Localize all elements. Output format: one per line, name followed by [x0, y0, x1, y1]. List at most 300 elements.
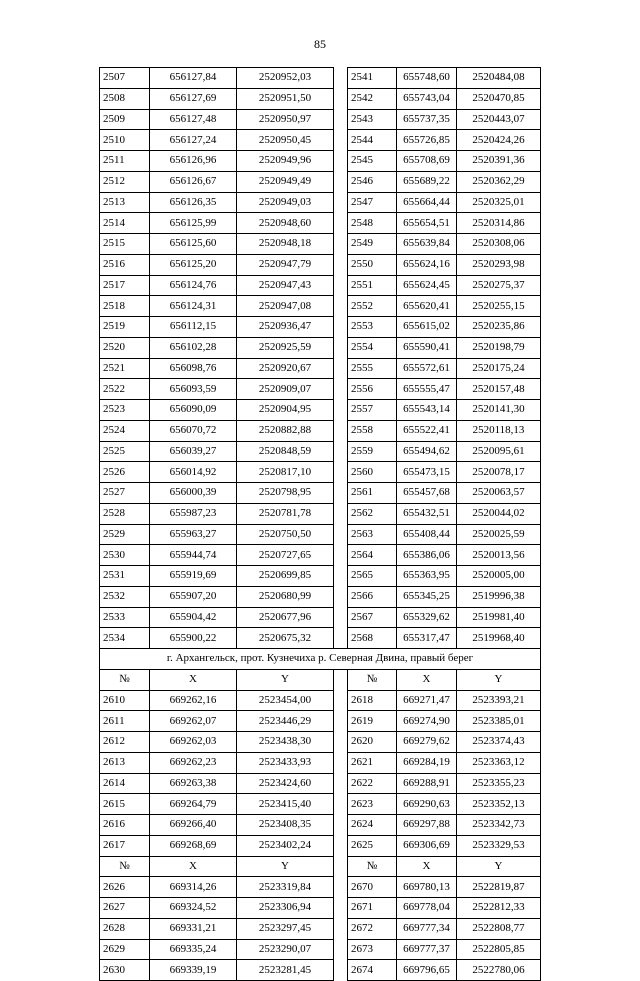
right-point-number: 2546	[348, 171, 397, 192]
table-row	[100, 628, 541, 649]
column-gap	[334, 835, 348, 856]
left-y-coordinate: 2520950,45	[237, 130, 334, 151]
right-x-coordinate: 655664,44	[397, 192, 457, 213]
right-point-number: 2556	[348, 379, 397, 400]
left-y-coordinate: 2520925,59	[237, 337, 334, 358]
table-row	[100, 566, 541, 587]
right-x-coordinate: 669271,47	[397, 690, 457, 711]
left-x-coordinate: 656102,28	[150, 337, 237, 358]
left-y-coordinate: 2520920,67	[237, 358, 334, 379]
left-x-coordinate: 669262,07	[150, 711, 237, 732]
left-x-coordinate: 656127,48	[150, 109, 237, 130]
left-x-coordinate: 669335,24	[150, 939, 237, 960]
table-row	[100, 815, 541, 836]
right-x-coordinate: 655737,35	[397, 109, 457, 130]
left-y-coordinate: 2523438,30	[237, 732, 334, 753]
left-point-number: 2519	[100, 317, 150, 338]
left-point-number: 2611	[100, 711, 150, 732]
right-y-coordinate: 2520198,79	[457, 337, 541, 358]
left-point-number: 2516	[100, 254, 150, 275]
left-x-coordinate: 656093,59	[150, 379, 237, 400]
left-header-number: №	[100, 669, 150, 690]
left-header-y: Y	[237, 669, 334, 690]
right-y-coordinate: 2522805,85	[457, 939, 541, 960]
left-y-coordinate: 2523306,94	[237, 898, 334, 919]
right-x-coordinate: 655743,04	[397, 88, 457, 109]
left-point-number: 2630	[100, 960, 150, 981]
left-x-coordinate: 656127,84	[150, 68, 237, 89]
column-gap	[334, 213, 348, 234]
right-y-coordinate: 2520078,17	[457, 462, 541, 483]
left-x-coordinate: 655907,20	[150, 586, 237, 607]
right-point-number: 2563	[348, 524, 397, 545]
right-y-coordinate: 2520118,13	[457, 420, 541, 441]
left-point-number: 2521	[100, 358, 150, 379]
left-x-coordinate: 669263,38	[150, 773, 237, 794]
right-header-number: №	[348, 669, 397, 690]
table-row	[100, 213, 541, 234]
table-row	[100, 275, 541, 296]
left-x-coordinate: 669262,16	[150, 690, 237, 711]
column-gap	[334, 420, 348, 441]
left-x-coordinate: 669339,19	[150, 960, 237, 981]
left-x-coordinate: 656127,24	[150, 130, 237, 151]
table-row	[100, 441, 541, 462]
table-row	[100, 109, 541, 130]
left-x-coordinate: 656098,76	[150, 358, 237, 379]
left-point-number: 2512	[100, 171, 150, 192]
right-point-number: 2621	[348, 752, 397, 773]
right-y-coordinate: 2522812,33	[457, 898, 541, 919]
left-y-coordinate: 2520909,07	[237, 379, 334, 400]
table-row	[100, 462, 541, 483]
left-y-coordinate: 2523281,45	[237, 960, 334, 981]
left-header-number: №	[100, 856, 150, 877]
column-gap	[334, 68, 348, 89]
right-y-coordinate: 2523342,73	[457, 815, 541, 836]
left-point-number: 2528	[100, 503, 150, 524]
table-row	[100, 68, 541, 89]
right-point-number: 2554	[348, 337, 397, 358]
right-point-number: 2566	[348, 586, 397, 607]
right-y-coordinate: 2520293,98	[457, 254, 541, 275]
left-x-coordinate: 655944,74	[150, 545, 237, 566]
right-point-number: 2557	[348, 400, 397, 421]
right-point-number: 2622	[348, 773, 397, 794]
right-x-coordinate: 669796,65	[397, 960, 457, 981]
right-y-coordinate: 2523385,01	[457, 711, 541, 732]
left-y-coordinate: 2523446,29	[237, 711, 334, 732]
left-point-number: 2511	[100, 151, 150, 172]
left-point-number: 2616	[100, 815, 150, 836]
right-header-x: X	[397, 669, 457, 690]
left-point-number: 2508	[100, 88, 150, 109]
right-point-number: 2560	[348, 462, 397, 483]
right-y-coordinate: 2523374,43	[457, 732, 541, 753]
left-x-coordinate: 669331,21	[150, 918, 237, 939]
table-row	[100, 545, 541, 566]
right-x-coordinate: 655624,16	[397, 254, 457, 275]
right-x-coordinate: 655748,60	[397, 68, 457, 89]
column-gap	[334, 669, 348, 690]
right-y-coordinate: 2520095,61	[457, 441, 541, 462]
left-x-coordinate: 656125,60	[150, 234, 237, 255]
right-point-number: 2618	[348, 690, 397, 711]
column-gap	[334, 711, 348, 732]
right-y-coordinate: 2520044,02	[457, 503, 541, 524]
table-row	[100, 337, 541, 358]
right-x-coordinate: 655590,41	[397, 337, 457, 358]
right-point-number: 2564	[348, 545, 397, 566]
right-point-number: 2672	[348, 918, 397, 939]
table-row	[100, 400, 541, 421]
right-point-number: 2555	[348, 358, 397, 379]
left-x-coordinate: 669314,26	[150, 877, 237, 898]
column-gap	[334, 773, 348, 794]
right-header-y: Y	[457, 856, 541, 877]
column-gap	[334, 296, 348, 317]
right-point-number: 2561	[348, 483, 397, 504]
table-row	[100, 939, 541, 960]
right-x-coordinate: 655555,47	[397, 379, 457, 400]
column-gap	[334, 918, 348, 939]
table-row	[100, 171, 541, 192]
right-x-coordinate: 669780,13	[397, 877, 457, 898]
right-point-number: 2544	[348, 130, 397, 151]
left-point-number: 2628	[100, 918, 150, 939]
right-y-coordinate: 2520175,24	[457, 358, 541, 379]
right-y-coordinate: 2520013,56	[457, 545, 541, 566]
left-point-number: 2615	[100, 794, 150, 815]
right-y-coordinate: 2520157,48	[457, 379, 541, 400]
right-point-number: 2623	[348, 794, 397, 815]
right-y-coordinate: 2520255,15	[457, 296, 541, 317]
column-gap	[334, 877, 348, 898]
left-y-coordinate: 2520951,50	[237, 88, 334, 109]
column-gap	[334, 192, 348, 213]
left-x-coordinate: 656127,69	[150, 88, 237, 109]
table-row	[100, 317, 541, 338]
column-gap	[334, 483, 348, 504]
right-x-coordinate: 655689,22	[397, 171, 457, 192]
right-y-coordinate: 2520275,37	[457, 275, 541, 296]
left-x-coordinate: 669264,79	[150, 794, 237, 815]
left-y-coordinate: 2520950,97	[237, 109, 334, 130]
right-x-coordinate: 669777,37	[397, 939, 457, 960]
column-gap	[334, 379, 348, 400]
left-x-coordinate: 669266,40	[150, 815, 237, 836]
right-x-coordinate: 655363,95	[397, 566, 457, 587]
left-y-coordinate: 2520904,95	[237, 400, 334, 421]
right-point-number: 2673	[348, 939, 397, 960]
left-y-coordinate: 2523424,60	[237, 773, 334, 794]
right-x-coordinate: 655386,06	[397, 545, 457, 566]
table-row	[100, 918, 541, 939]
left-point-number: 2520	[100, 337, 150, 358]
right-x-coordinate: 669274,90	[397, 711, 457, 732]
column-gap	[334, 752, 348, 773]
right-x-coordinate: 669777,34	[397, 918, 457, 939]
right-y-coordinate: 2523329,53	[457, 835, 541, 856]
table-row	[100, 586, 541, 607]
right-point-number: 2558	[348, 420, 397, 441]
table-row	[100, 960, 541, 981]
table-row	[100, 752, 541, 773]
column-gap	[334, 130, 348, 151]
left-x-coordinate: 655987,23	[150, 503, 237, 524]
left-header-y: Y	[237, 856, 334, 877]
left-y-coordinate: 2520936,47	[237, 317, 334, 338]
left-y-coordinate: 2520882,88	[237, 420, 334, 441]
column-gap	[334, 690, 348, 711]
column-gap	[334, 960, 348, 981]
right-point-number: 2619	[348, 711, 397, 732]
left-point-number: 2513	[100, 192, 150, 213]
column-gap	[334, 171, 348, 192]
section-title: г. Архангельск, прот. Кузнечиха р. Северная Двина, правый берег	[100, 649, 541, 670]
left-y-coordinate: 2520949,49	[237, 171, 334, 192]
left-point-number: 2526	[100, 462, 150, 483]
left-y-coordinate: 2520947,79	[237, 254, 334, 275]
right-y-coordinate: 2522819,87	[457, 877, 541, 898]
right-header-number: №	[348, 856, 397, 877]
right-y-coordinate: 2519968,40	[457, 628, 541, 649]
left-x-coordinate: 655904,42	[150, 607, 237, 628]
left-header-x: X	[150, 856, 237, 877]
right-y-coordinate: 2520025,59	[457, 524, 541, 545]
right-y-coordinate: 2520314,86	[457, 213, 541, 234]
right-x-coordinate: 655639,84	[397, 234, 457, 255]
table-row	[100, 877, 541, 898]
left-point-number: 2518	[100, 296, 150, 317]
column-gap	[334, 856, 348, 877]
right-y-coordinate: 2523393,21	[457, 690, 541, 711]
right-x-coordinate: 655408,44	[397, 524, 457, 545]
column-gap	[334, 524, 348, 545]
column-gap	[334, 254, 348, 275]
right-y-coordinate: 2523363,12	[457, 752, 541, 773]
table-row	[100, 835, 541, 856]
right-x-coordinate: 669290,63	[397, 794, 457, 815]
left-point-number: 2529	[100, 524, 150, 545]
left-point-number: 2507	[100, 68, 150, 89]
table-row	[100, 379, 541, 400]
table-row	[100, 192, 541, 213]
left-y-coordinate: 2523402,24	[237, 835, 334, 856]
column-gap	[334, 628, 348, 649]
column-gap	[334, 275, 348, 296]
left-x-coordinate: 656125,99	[150, 213, 237, 234]
column-gap	[334, 462, 348, 483]
right-y-coordinate: 2520484,08	[457, 68, 541, 89]
right-point-number: 2674	[348, 960, 397, 981]
table-row	[100, 503, 541, 524]
left-point-number: 2527	[100, 483, 150, 504]
right-x-coordinate: 655457,68	[397, 483, 457, 504]
right-x-coordinate: 655494,62	[397, 441, 457, 462]
left-x-coordinate: 656124,76	[150, 275, 237, 296]
table-row	[100, 234, 541, 255]
left-point-number: 2627	[100, 898, 150, 919]
left-point-number: 2617	[100, 835, 150, 856]
right-y-coordinate: 2522808,77	[457, 918, 541, 939]
right-y-coordinate: 2520235,86	[457, 317, 541, 338]
left-point-number: 2510	[100, 130, 150, 151]
right-x-coordinate: 655624,45	[397, 275, 457, 296]
right-y-coordinate: 2523355,23	[457, 773, 541, 794]
column-gap	[334, 815, 348, 836]
right-point-number: 2671	[348, 898, 397, 919]
right-y-coordinate: 2520141,30	[457, 400, 541, 421]
right-x-coordinate: 655317,47	[397, 628, 457, 649]
left-x-coordinate: 656090,09	[150, 400, 237, 421]
column-gap	[334, 441, 348, 462]
right-point-number: 2542	[348, 88, 397, 109]
left-y-coordinate: 2520675,32	[237, 628, 334, 649]
left-point-number: 2614	[100, 773, 150, 794]
left-x-coordinate: 656112,15	[150, 317, 237, 338]
right-y-coordinate: 2520325,01	[457, 192, 541, 213]
column-gap	[334, 400, 348, 421]
right-point-number: 2541	[348, 68, 397, 89]
right-y-coordinate: 2520362,29	[457, 171, 541, 192]
left-y-coordinate: 2520949,03	[237, 192, 334, 213]
right-x-coordinate: 655615,02	[397, 317, 457, 338]
right-point-number: 2543	[348, 109, 397, 130]
column-gap	[334, 234, 348, 255]
left-y-coordinate: 2523319,84	[237, 877, 334, 898]
left-x-coordinate: 656126,96	[150, 151, 237, 172]
left-x-coordinate: 656039,27	[150, 441, 237, 462]
left-point-number: 2626	[100, 877, 150, 898]
right-x-coordinate: 655726,85	[397, 130, 457, 151]
right-point-number: 2568	[348, 628, 397, 649]
right-x-coordinate: 655473,15	[397, 462, 457, 483]
right-point-number: 2565	[348, 566, 397, 587]
right-x-coordinate: 669778,04	[397, 898, 457, 919]
column-gap	[334, 88, 348, 109]
right-x-coordinate: 669288,91	[397, 773, 457, 794]
table-row	[100, 254, 541, 275]
left-y-coordinate: 2520948,18	[237, 234, 334, 255]
coordinates-table	[99, 67, 541, 981]
right-x-coordinate: 669297,88	[397, 815, 457, 836]
table-row	[100, 711, 541, 732]
right-y-coordinate: 2520308,06	[457, 234, 541, 255]
left-point-number: 2514	[100, 213, 150, 234]
left-y-coordinate: 2523415,40	[237, 794, 334, 815]
table-row	[100, 607, 541, 628]
left-point-number: 2517	[100, 275, 150, 296]
right-x-coordinate: 655432,51	[397, 503, 457, 524]
right-point-number: 2553	[348, 317, 397, 338]
table-row	[100, 296, 541, 317]
left-x-coordinate: 656125,20	[150, 254, 237, 275]
left-x-coordinate: 656126,35	[150, 192, 237, 213]
table-row	[100, 524, 541, 545]
right-x-coordinate: 655345,25	[397, 586, 457, 607]
right-x-coordinate: 655620,41	[397, 296, 457, 317]
right-y-coordinate: 2523352,13	[457, 794, 541, 815]
left-point-number: 2525	[100, 441, 150, 462]
right-x-coordinate: 669306,69	[397, 835, 457, 856]
left-point-number: 2509	[100, 109, 150, 130]
right-point-number: 2562	[348, 503, 397, 524]
left-y-coordinate: 2520699,85	[237, 566, 334, 587]
left-y-coordinate: 2520798,95	[237, 483, 334, 504]
left-y-coordinate: 2520781,78	[237, 503, 334, 524]
left-point-number: 2523	[100, 400, 150, 421]
right-point-number: 2547	[348, 192, 397, 213]
table-row	[100, 773, 541, 794]
left-x-coordinate: 656014,92	[150, 462, 237, 483]
left-y-coordinate: 2523433,93	[237, 752, 334, 773]
column-gap	[334, 732, 348, 753]
left-x-coordinate: 669262,23	[150, 752, 237, 773]
left-y-coordinate: 2520948,60	[237, 213, 334, 234]
right-point-number: 2551	[348, 275, 397, 296]
right-y-coordinate: 2520391,36	[457, 151, 541, 172]
table-row	[100, 898, 541, 919]
column-gap	[334, 939, 348, 960]
right-x-coordinate: 669284,19	[397, 752, 457, 773]
column-gap	[334, 566, 348, 587]
left-y-coordinate: 2523297,45	[237, 918, 334, 939]
right-y-coordinate: 2520005,00	[457, 566, 541, 587]
left-point-number: 2610	[100, 690, 150, 711]
left-y-coordinate: 2520947,08	[237, 296, 334, 317]
left-y-coordinate: 2520952,03	[237, 68, 334, 89]
column-header-row	[100, 856, 541, 877]
right-y-coordinate: 2522780,06	[457, 960, 541, 981]
column-gap	[334, 545, 348, 566]
right-point-number: 2625	[348, 835, 397, 856]
right-point-number: 2620	[348, 732, 397, 753]
left-point-number: 2524	[100, 420, 150, 441]
table-row	[100, 483, 541, 504]
left-y-coordinate: 2523454,00	[237, 690, 334, 711]
column-gap	[334, 337, 348, 358]
right-header-y: Y	[457, 669, 541, 690]
column-gap	[334, 109, 348, 130]
left-y-coordinate: 2523408,35	[237, 815, 334, 836]
table-row	[100, 794, 541, 815]
column-gap	[334, 358, 348, 379]
right-y-coordinate: 2520470,85	[457, 88, 541, 109]
left-x-coordinate: 655900,22	[150, 628, 237, 649]
section-title-row	[100, 649, 541, 670]
left-point-number: 2533	[100, 607, 150, 628]
left-y-coordinate: 2520677,96	[237, 607, 334, 628]
left-point-number: 2531	[100, 566, 150, 587]
right-point-number: 2548	[348, 213, 397, 234]
left-x-coordinate: 656070,72	[150, 420, 237, 441]
table-row	[100, 358, 541, 379]
table-row	[100, 151, 541, 172]
table-row	[100, 88, 541, 109]
left-point-number: 2530	[100, 545, 150, 566]
right-point-number: 2552	[348, 296, 397, 317]
left-y-coordinate: 2520727,65	[237, 545, 334, 566]
left-x-coordinate: 669268,69	[150, 835, 237, 856]
left-point-number: 2629	[100, 939, 150, 960]
right-point-number: 2567	[348, 607, 397, 628]
right-point-number: 2550	[348, 254, 397, 275]
left-y-coordinate: 2520680,99	[237, 586, 334, 607]
table-row	[100, 690, 541, 711]
column-gap	[334, 151, 348, 172]
right-x-coordinate: 655708,69	[397, 151, 457, 172]
